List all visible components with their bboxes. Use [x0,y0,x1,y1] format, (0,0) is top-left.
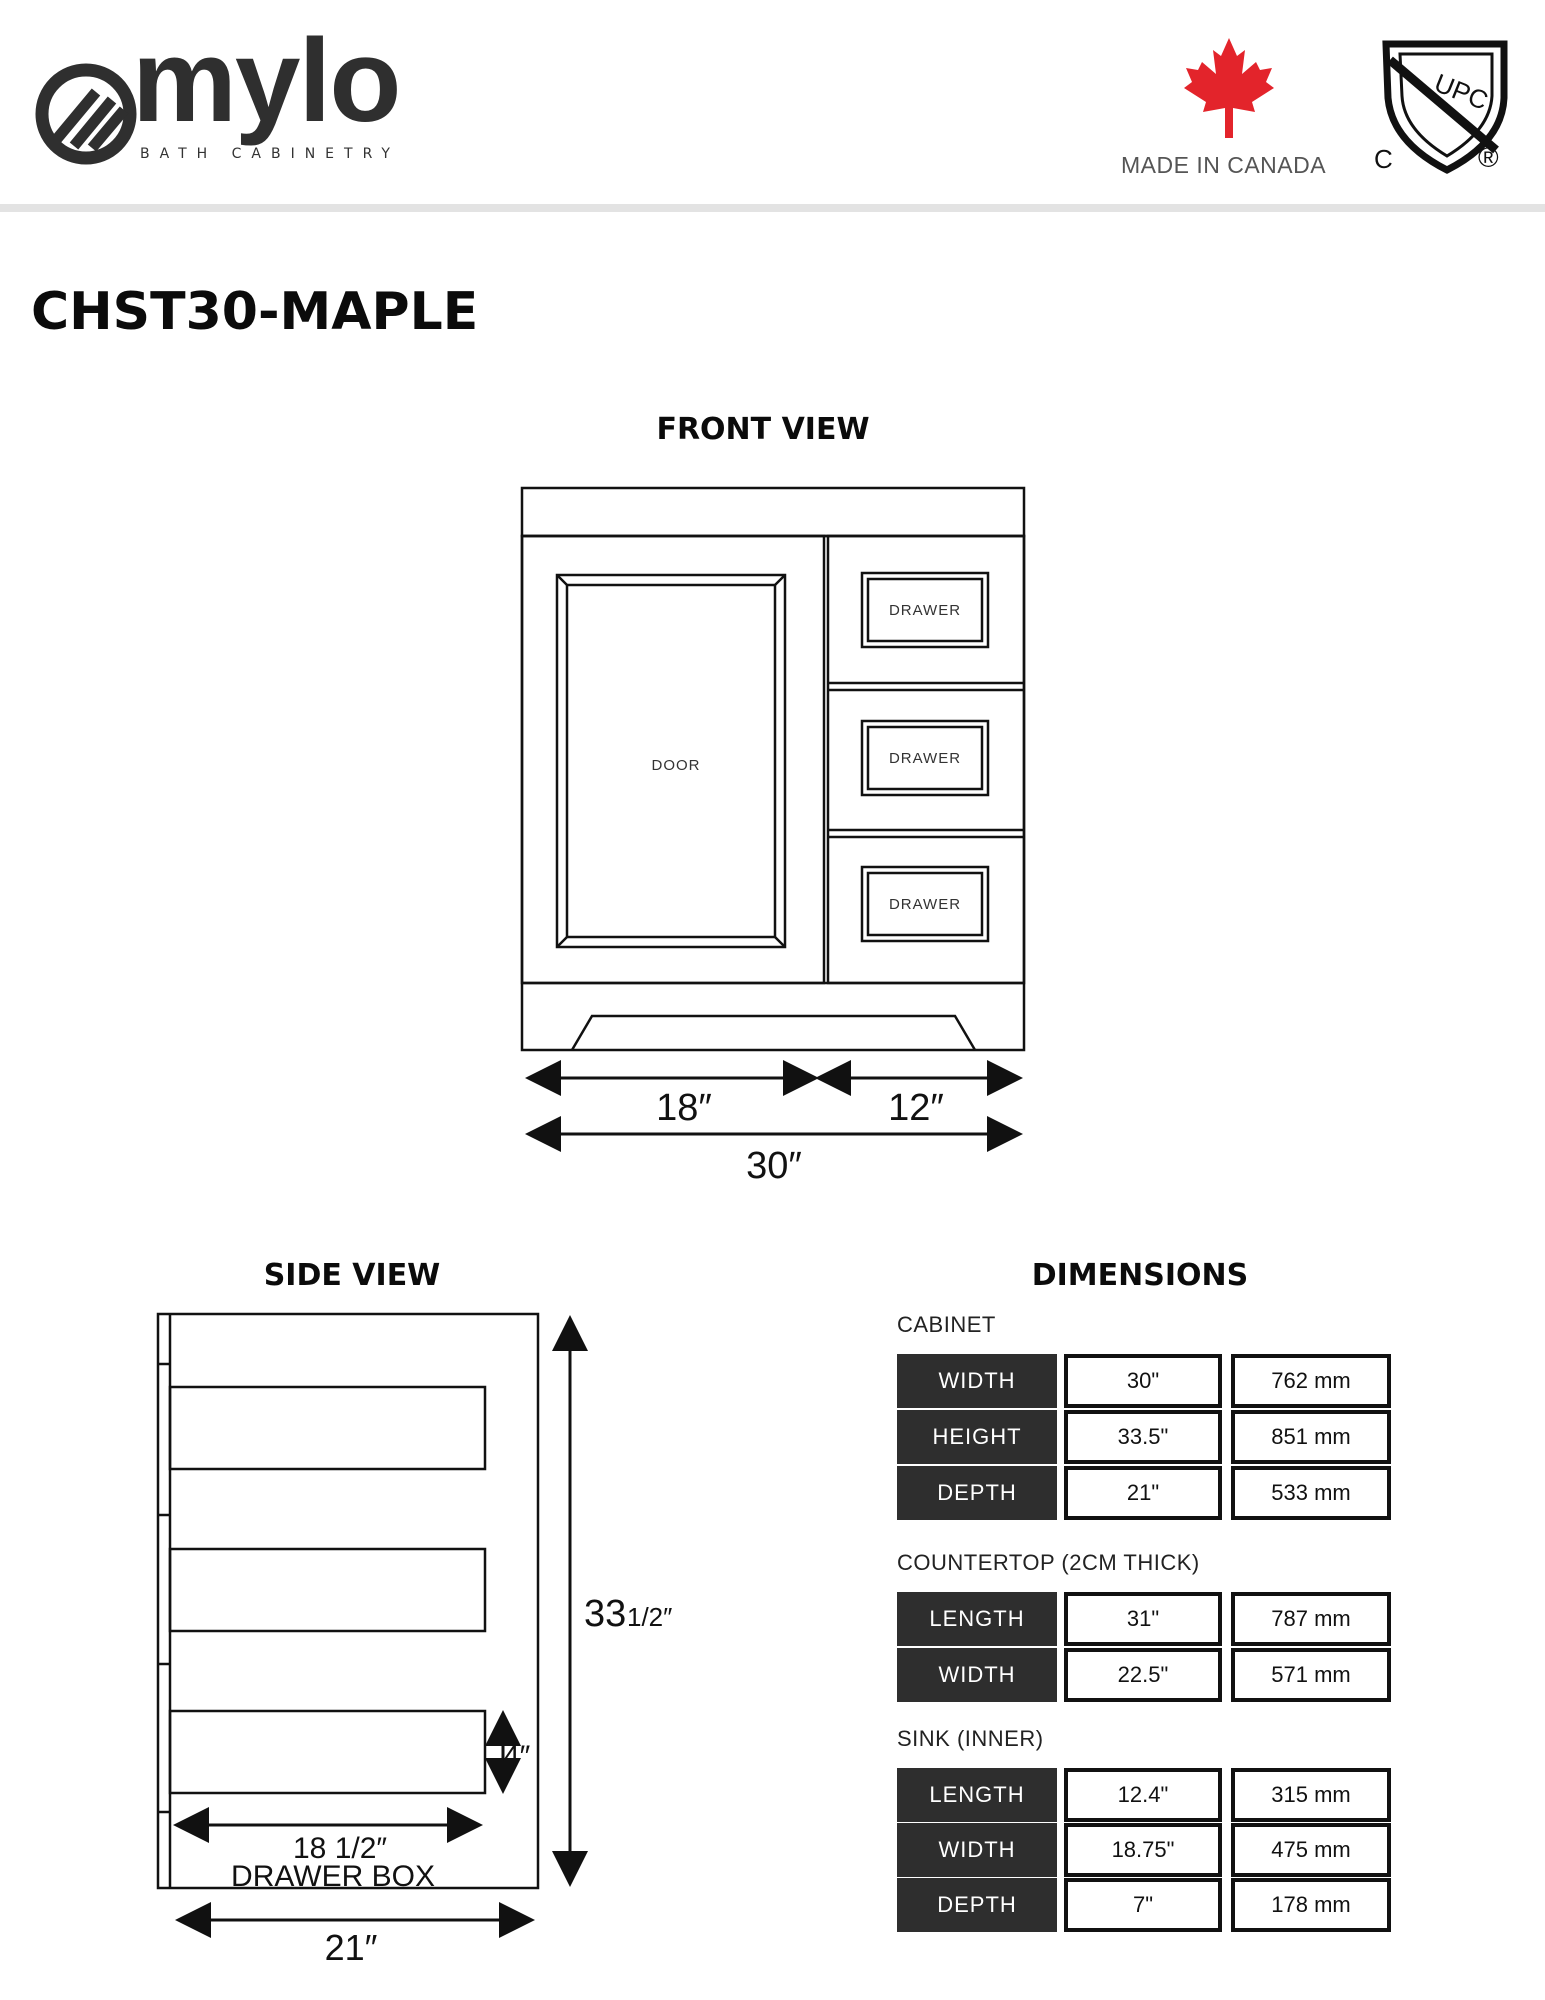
drawer-box-label: DRAWER BOX [231,1860,435,1893]
drawer-label-3: DRAWER [888,896,962,913]
side-view-drawing [158,1314,538,1888]
row-label: DEPTH [897,1466,1057,1520]
row-label: WIDTH [897,1648,1057,1702]
drawer-label-1: DRAWER [888,602,962,619]
dim-right-text: 12″ [888,1087,944,1129]
table-row [897,1648,1391,1702]
brand-name: mylo [132,15,400,147]
side-dimension-arrows [176,1318,570,1920]
group-label-cabinet: CABINET [897,1312,996,1337]
upc-c-mark: C [1374,144,1393,174]
table-row [897,1592,1391,1646]
metric-value: 315 mm [1231,1768,1391,1822]
side-height-text: 33 [584,1593,627,1635]
row-label: WIDTH [897,1823,1057,1877]
side-drawer-box-2 [170,1549,485,1631]
made-in-canada: MADE IN CANADA [1121,152,1327,178]
imperial-value: 31" [1064,1592,1222,1646]
table-row [897,1823,1391,1877]
imperial-value: 7" [1064,1878,1222,1932]
dimensions-heading: DIMENSIONS [1031,1258,1249,1293]
drawer-label-2: DRAWER [888,750,962,767]
table-row [897,1410,1391,1464]
table-row [897,1768,1391,1822]
metric-value: 178 mm [1231,1878,1391,1932]
metric-value: 533 mm [1231,1466,1391,1520]
dim-total-text: 30″ [746,1145,802,1187]
metric-value: 787 mm [1231,1592,1391,1646]
metric-value: 475 mm [1231,1823,1391,1877]
imperial-value: 30" [1064,1354,1222,1408]
brand-tagline: BATH CABINETRY [140,146,400,162]
side-drawer-box-3 [170,1711,485,1793]
group-label-countertop: COUNTERTOP (2CM THICK) [897,1550,1200,1575]
imperial-value: 22.5" [1064,1648,1222,1702]
row-label: WIDTH [897,1354,1057,1408]
row-label: LENGTH [897,1592,1057,1646]
row-label: HEIGHT [897,1410,1057,1464]
metric-value: 571 mm [1231,1648,1391,1702]
group-label-sink: SINK (INNER) [897,1726,1044,1751]
imperial-value: 33.5" [1064,1410,1222,1464]
side-depth-text: 21″ [324,1927,378,1968]
drawer-height-text: 4″ [503,1740,531,1773]
imperial-value: 18.75" [1064,1823,1222,1877]
table-row [897,1354,1391,1408]
upc-text: UPC [1430,67,1493,116]
countertop [522,488,1024,536]
side-view-heading: SIDE VIEW [263,1258,441,1293]
metric-value: 851 mm [1231,1410,1391,1464]
side-height-fraction: 1/2″ [627,1602,673,1632]
imperial-value: 12.4" [1064,1768,1222,1822]
product-title: CHST30-MAPLE [31,282,479,342]
imperial-value: 21" [1064,1466,1222,1520]
side-drawer-box-1 [170,1387,485,1469]
door-label: DOOR [651,757,701,774]
front-view-drawing [522,488,1024,1050]
drawer-box-width-text: 18 1/2″ [292,1832,388,1865]
metric-value: 762 mm [1231,1354,1391,1408]
row-label: DEPTH [897,1878,1057,1932]
table-row [897,1878,1391,1932]
registered-mark: ® [1478,142,1499,173]
side-cabinet-outline [158,1314,538,1888]
front-view-heading: FRONT VIEW [656,412,870,447]
table-row [897,1466,1391,1520]
row-label: LENGTH [897,1768,1057,1822]
front-dimension-arrows [528,1078,1020,1134]
dim-left-text: 18″ [656,1087,712,1129]
toe-kick [572,1016,975,1050]
